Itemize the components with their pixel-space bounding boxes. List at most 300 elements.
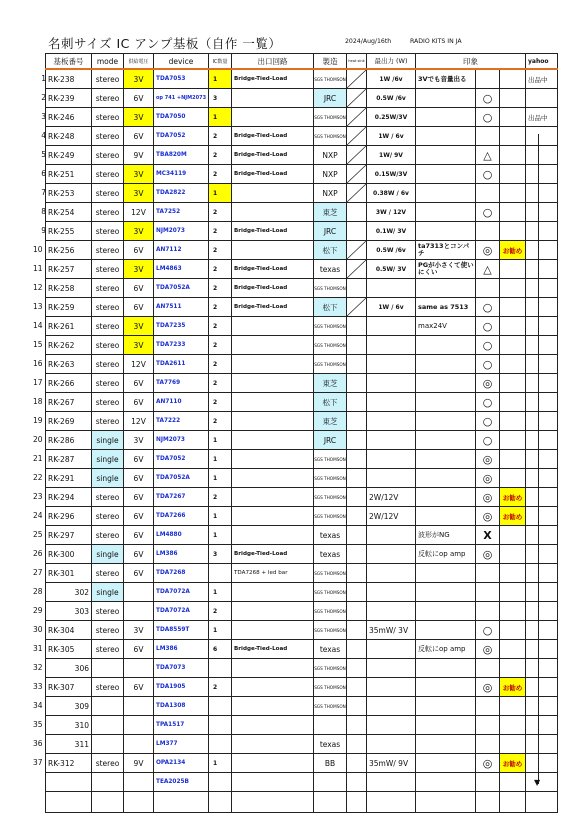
device-cell: TDA7052 <box>154 450 209 469</box>
recommend-badge <box>500 716 526 735</box>
board-id: RK-296 <box>46 507 92 526</box>
row-number: 9 <box>41 226 46 235</box>
table-row <box>46 317 558 336</box>
impression-cell: ta7313とコンパチ <box>416 241 476 260</box>
device-cell: TDA7072A <box>154 602 209 621</box>
row-number: 31 <box>33 644 43 653</box>
device-cell: TDA2822 <box>154 184 209 203</box>
impression-cell <box>416 374 476 393</box>
output-circuit-cell: Bridge-Tied-Load <box>232 640 314 659</box>
output-circuit-cell <box>232 336 314 355</box>
max-power-cell <box>367 431 416 450</box>
table-row <box>46 336 558 355</box>
mode-cell: stereo <box>92 602 124 621</box>
yahoo-status <box>526 450 558 469</box>
heatsink-cell <box>347 412 367 431</box>
mode-cell: stereo <box>92 564 124 583</box>
output-circuit-cell <box>232 583 314 602</box>
rating-mark: △ <box>476 260 500 279</box>
ic-count-cell: 2 <box>209 602 232 621</box>
mode-cell: single <box>92 583 124 602</box>
recommend-badge <box>500 279 526 298</box>
row-number: 34 <box>33 701 43 710</box>
maker-cell: 松下 <box>314 241 347 260</box>
output-circuit-cell: Bridge-Tied-Load <box>232 165 314 184</box>
table-row <box>46 241 558 260</box>
mode-cell: stereo <box>92 621 124 640</box>
output-circuit-cell: Bridge-Tied-Load <box>232 298 314 317</box>
mode-cell: single <box>92 431 124 450</box>
row-number: 18 <box>33 397 43 406</box>
max-power-cell: 0.1W/ 3V <box>367 222 416 241</box>
yahoo-status <box>526 203 558 222</box>
table-row <box>46 735 558 754</box>
ic-count-cell <box>209 773 232 792</box>
ic-count-cell: 2 <box>209 336 232 355</box>
device-cell: TDA1905 <box>154 678 209 697</box>
voltage-cell: 9V <box>124 754 154 773</box>
voltage-cell: 6V <box>124 298 154 317</box>
table-row <box>46 146 558 165</box>
voltage-cell: 6V <box>124 640 154 659</box>
mode-cell: stereo <box>92 69 124 89</box>
yahoo-status <box>526 298 558 317</box>
heatsink-cell <box>347 697 367 716</box>
table-row <box>46 469 558 488</box>
device-cell: AN7112 <box>154 241 209 260</box>
row-number: 11 <box>33 264 43 273</box>
continuation-line <box>538 134 539 784</box>
rating-mark <box>476 127 500 146</box>
yahoo-status <box>526 165 558 184</box>
max-power-cell: 3W / 12V <box>367 203 416 222</box>
row-number: 19 <box>33 416 43 425</box>
header-ic-count: IC数量 <box>209 54 232 70</box>
max-power-cell: 1W / 6v <box>367 298 416 317</box>
maker-cell: SGS THOMSON <box>314 659 347 678</box>
rating-mark: ○ <box>476 317 500 336</box>
voltage-cell: 3V <box>124 184 154 203</box>
device-cell <box>154 792 209 813</box>
table-row <box>46 545 558 564</box>
maker-cell <box>314 716 347 735</box>
heatsink-cell <box>347 69 367 89</box>
yahoo-status <box>526 659 558 678</box>
device-cell: TDA7052 <box>154 127 209 146</box>
recommend-badge <box>500 165 526 184</box>
mode-cell <box>92 792 124 813</box>
maker-cell: SGS THOMSON <box>314 336 347 355</box>
recommend-badge <box>500 336 526 355</box>
output-circuit-cell <box>232 393 314 412</box>
rating-mark <box>476 735 500 754</box>
device-cell: TDA7050 <box>154 108 209 127</box>
rating-mark <box>476 773 500 792</box>
board-id: RK-291 <box>46 469 92 488</box>
rating-mark <box>476 184 500 203</box>
impression-cell <box>416 507 476 526</box>
voltage-cell: 6V <box>124 89 154 108</box>
max-power-cell <box>367 602 416 621</box>
mode-cell: single <box>92 450 124 469</box>
rating-mark: ○ <box>476 355 500 374</box>
impression-cell <box>416 279 476 298</box>
board-id: RK-253 <box>46 184 92 203</box>
mode-cell: stereo <box>92 317 124 336</box>
table-row <box>46 697 558 716</box>
recommend-badge: お勧め <box>500 678 526 697</box>
board-id: RK-267 <box>46 393 92 412</box>
mode-cell: single <box>92 469 124 488</box>
heatsink-cell <box>347 773 367 792</box>
row-number: 20 <box>33 435 43 444</box>
maker-cell: texas <box>314 640 347 659</box>
mode-cell: stereo <box>92 355 124 374</box>
rating-mark: ○ <box>476 165 500 184</box>
impression-cell <box>416 716 476 735</box>
table-row <box>46 526 558 545</box>
board-id: RK-256 <box>46 241 92 260</box>
recommend-badge <box>500 431 526 450</box>
voltage-cell: 6V <box>124 374 154 393</box>
table-row <box>46 222 558 241</box>
device-cell: AN7110 <box>154 393 209 412</box>
recommend-badge <box>500 735 526 754</box>
header-row <box>46 54 558 70</box>
board-id: RK-258 <box>46 279 92 298</box>
max-power-cell <box>367 545 416 564</box>
output-circuit-cell <box>232 412 314 431</box>
voltage-cell: 6V <box>124 127 154 146</box>
row-number: 21 <box>33 454 43 463</box>
ic-count-cell: 2 <box>209 678 232 697</box>
device-cell: TDA8559T <box>154 621 209 640</box>
ic-count-cell: 2 <box>209 165 232 184</box>
table-row <box>46 621 558 640</box>
heatsink-cell <box>347 450 367 469</box>
yahoo-status <box>526 412 558 431</box>
ic-count-cell <box>209 792 232 813</box>
impression-cell <box>416 146 476 165</box>
header-heatsink: heat sink <box>347 54 367 70</box>
maker-cell: SGS THOMSON <box>314 317 347 336</box>
heatsink-cell <box>347 184 367 203</box>
maker-cell: SGS THOMSON <box>314 355 347 374</box>
ic-count-cell: 1 <box>209 507 232 526</box>
maker-cell: SGS THOMSON <box>314 564 347 583</box>
max-power-cell: 0.5W /6v <box>367 241 416 260</box>
ic-count-cell: 1 <box>209 754 232 773</box>
table-row <box>46 127 558 146</box>
impression-cell <box>416 355 476 374</box>
yahoo-status <box>526 355 558 374</box>
maker-cell: SGS THOMSON <box>314 108 347 127</box>
table-row <box>46 792 558 813</box>
table-row <box>46 165 558 184</box>
recommend-badge <box>500 203 526 222</box>
yahoo-status <box>526 792 558 813</box>
maker-cell: NXP <box>314 165 347 184</box>
yahoo-status <box>526 678 558 697</box>
yahoo-status <box>526 469 558 488</box>
yahoo-status <box>526 127 558 146</box>
device-cell: TBA820M <box>154 146 209 165</box>
max-power-cell <box>367 773 416 792</box>
mode-cell: stereo <box>92 108 124 127</box>
rating-mark: ◎ <box>476 450 500 469</box>
max-power-cell <box>367 792 416 813</box>
device-cell: TDA7073 <box>154 659 209 678</box>
mode-cell <box>92 697 124 716</box>
voltage-cell: 12V <box>124 412 154 431</box>
output-circuit-cell <box>232 716 314 735</box>
heatsink-cell <box>347 260 367 279</box>
yahoo-status <box>526 431 558 450</box>
row-number: 23 <box>33 492 43 501</box>
output-circuit-cell <box>232 659 314 678</box>
yahoo-status <box>526 735 558 754</box>
recommend-badge: お勧め <box>500 507 526 526</box>
voltage-cell: 6V <box>124 564 154 583</box>
board-id: RK-266 <box>46 374 92 393</box>
voltage-cell: 3V <box>124 317 154 336</box>
maker-cell <box>314 792 347 813</box>
maker-cell: texas <box>314 526 347 545</box>
voltage-cell: 3V <box>124 336 154 355</box>
maker-cell: SGS THOMSON <box>314 450 347 469</box>
device-cell: TDA7235 <box>154 317 209 336</box>
row-number: 8 <box>41 207 46 216</box>
maker-cell: SGS THOMSON <box>314 127 347 146</box>
voltage-cell: 6V <box>124 241 154 260</box>
table-row <box>46 298 558 317</box>
impression-cell <box>416 108 476 127</box>
device-cell: TDA2611 <box>154 355 209 374</box>
max-power-cell: 2W/12V <box>367 507 416 526</box>
impression-cell <box>416 431 476 450</box>
board-id: RK-307 <box>46 678 92 697</box>
maker-cell: NXP <box>314 184 347 203</box>
mode-cell: stereo <box>92 203 124 222</box>
table-row <box>46 393 558 412</box>
row-number: 13 <box>33 302 43 311</box>
table-row <box>46 488 558 507</box>
output-circuit-cell <box>232 602 314 621</box>
voltage-cell: 6V <box>124 469 154 488</box>
board-id: RK-249 <box>46 146 92 165</box>
recommend-badge <box>500 355 526 374</box>
yahoo-status <box>526 279 558 298</box>
row-number: 14 <box>33 321 43 330</box>
recommend-badge <box>500 298 526 317</box>
ic-count-cell <box>209 564 232 583</box>
device-cell: TDA7266 <box>154 507 209 526</box>
max-power-cell: 0.5W/ 3V <box>367 260 416 279</box>
voltage-cell: 3V <box>124 69 154 89</box>
header-output: 出口回路 <box>232 54 314 70</box>
max-power-cell <box>367 735 416 754</box>
heatsink-cell <box>347 488 367 507</box>
device-cell: TPA1517 <box>154 716 209 735</box>
output-circuit-cell <box>232 374 314 393</box>
maker-cell: JRC <box>314 431 347 450</box>
ic-count-cell: 1 <box>209 108 232 127</box>
row-number: 24 <box>33 511 43 520</box>
heatsink-cell <box>347 222 367 241</box>
maker-cell: SGS THOMSON <box>314 602 347 621</box>
mode-cell <box>92 716 124 735</box>
recommend-badge <box>500 545 526 564</box>
board-id: RK-269 <box>46 412 92 431</box>
heatsink-cell <box>347 317 367 336</box>
recommend-badge <box>500 317 526 336</box>
ic-count-cell <box>209 716 232 735</box>
max-power-cell <box>367 393 416 412</box>
maker-cell: SGS THOMSON <box>314 678 347 697</box>
table-row <box>46 412 558 431</box>
header-impression: 印象 <box>416 54 526 70</box>
yahoo-status <box>526 621 558 640</box>
max-power-cell <box>367 526 416 545</box>
row-number: 1 <box>41 73 46 83</box>
mode-cell: stereo <box>92 89 124 108</box>
mode-cell: stereo <box>92 393 124 412</box>
recommend-badge <box>500 564 526 583</box>
voltage-cell <box>124 773 154 792</box>
mode-cell: stereo <box>92 146 124 165</box>
ic-count-cell: 1 <box>209 431 232 450</box>
max-power-cell <box>367 317 416 336</box>
max-power-cell <box>367 564 416 583</box>
recommend-badge <box>500 659 526 678</box>
board-id: RK-255 <box>46 222 92 241</box>
recommend-badge <box>500 583 526 602</box>
ic-count-cell: 2 <box>209 355 232 374</box>
rating-mark: ○ <box>476 431 500 450</box>
maker-cell: BB <box>314 754 347 773</box>
impression-cell <box>416 773 476 792</box>
impression-cell <box>416 89 476 108</box>
board-id: 311 <box>46 735 92 754</box>
mode-cell: stereo <box>92 222 124 241</box>
ic-count-cell <box>209 697 232 716</box>
rating-mark: ○ <box>476 203 500 222</box>
header-yahoo: yahoo <box>526 54 558 70</box>
board-id: RK-304 <box>46 621 92 640</box>
device-cell: OPA2134 <box>154 754 209 773</box>
ic-count-cell: 6 <box>209 640 232 659</box>
ic-count-cell <box>209 735 232 754</box>
header-voltage: 供給電圧 <box>124 54 154 70</box>
mode-cell: stereo <box>92 374 124 393</box>
shop-name: RADIO KITS IN JA <box>410 38 462 45</box>
maker-cell: 東芝 <box>314 412 347 431</box>
recommend-badge <box>500 393 526 412</box>
ic-count-cell: 2 <box>209 241 232 260</box>
yahoo-status <box>526 336 558 355</box>
maker-cell: 松下 <box>314 393 347 412</box>
impression-cell <box>416 222 476 241</box>
max-power-cell: 35mW/ 3V <box>367 621 416 640</box>
recommend-badge <box>500 108 526 127</box>
maker-cell: 東芝 <box>314 203 347 222</box>
rating-mark: ○ <box>476 393 500 412</box>
mode-cell: stereo <box>92 336 124 355</box>
board-id: RK-262 <box>46 336 92 355</box>
device-cell: TDA7052A <box>154 469 209 488</box>
heatsink-cell <box>347 678 367 697</box>
max-power-cell: 0.25W/3V <box>367 108 416 127</box>
device-cell: TDA7233 <box>154 336 209 355</box>
ic-count-cell: 1 <box>209 450 232 469</box>
mode-cell: stereo <box>92 260 124 279</box>
maker-cell: JRC <box>314 89 347 108</box>
impression-cell <box>416 393 476 412</box>
max-power-cell <box>367 336 416 355</box>
yahoo-status <box>526 241 558 260</box>
down-arrow-icon: ▼ <box>534 778 541 787</box>
rating-mark <box>476 792 500 813</box>
impression-cell <box>416 412 476 431</box>
device-cell: TDA7052A <box>154 279 209 298</box>
row-number: 29 <box>33 606 43 615</box>
maker-cell <box>314 773 347 792</box>
header-mode: mode <box>92 54 124 70</box>
row-number: 2 <box>41 93 46 102</box>
rating-mark <box>476 279 500 298</box>
max-power-cell: 35mW/ 9V <box>367 754 416 773</box>
board-id: RK-297 <box>46 526 92 545</box>
maker-cell: SGS THOMSON <box>314 507 347 526</box>
yahoo-status <box>526 146 558 165</box>
mode-cell: stereo <box>92 298 124 317</box>
table-row <box>46 640 558 659</box>
ic-count-cell: 1 <box>209 184 232 203</box>
voltage-cell: 3V <box>124 108 154 127</box>
row-number: 15 <box>33 340 43 349</box>
heatsink-cell <box>347 526 367 545</box>
recommend-badge <box>500 469 526 488</box>
rating-mark <box>476 564 500 583</box>
row-number: 33 <box>33 682 43 691</box>
rating-mark: ◎ <box>476 640 500 659</box>
row-number: 25 <box>33 530 43 539</box>
rating-mark: △ <box>476 146 500 165</box>
table-row <box>46 374 558 393</box>
ic-count-cell: 3 <box>209 545 232 564</box>
output-circuit-cell <box>232 754 314 773</box>
yahoo-status <box>526 602 558 621</box>
header-device: device <box>154 54 209 70</box>
table-row <box>46 507 558 526</box>
output-circuit-cell <box>232 678 314 697</box>
device-cell: LM4863 <box>154 260 209 279</box>
rating-mark: ○ <box>476 336 500 355</box>
output-circuit-cell: Bridge-Tied-Load <box>232 69 314 89</box>
voltage-cell: 6V <box>124 279 154 298</box>
device-cell: TEA2025B <box>154 773 209 792</box>
ic-count-cell: 1 <box>209 69 232 89</box>
heatsink-cell <box>347 602 367 621</box>
heatsink-cell <box>347 754 367 773</box>
table-row <box>46 69 558 89</box>
yahoo-status <box>526 640 558 659</box>
device-cell: TDA7267 <box>154 488 209 507</box>
maker-cell: SGS THOMSON <box>314 69 347 89</box>
impression-cell <box>416 735 476 754</box>
voltage-cell: 3V <box>124 165 154 184</box>
heatsink-cell <box>347 89 367 108</box>
